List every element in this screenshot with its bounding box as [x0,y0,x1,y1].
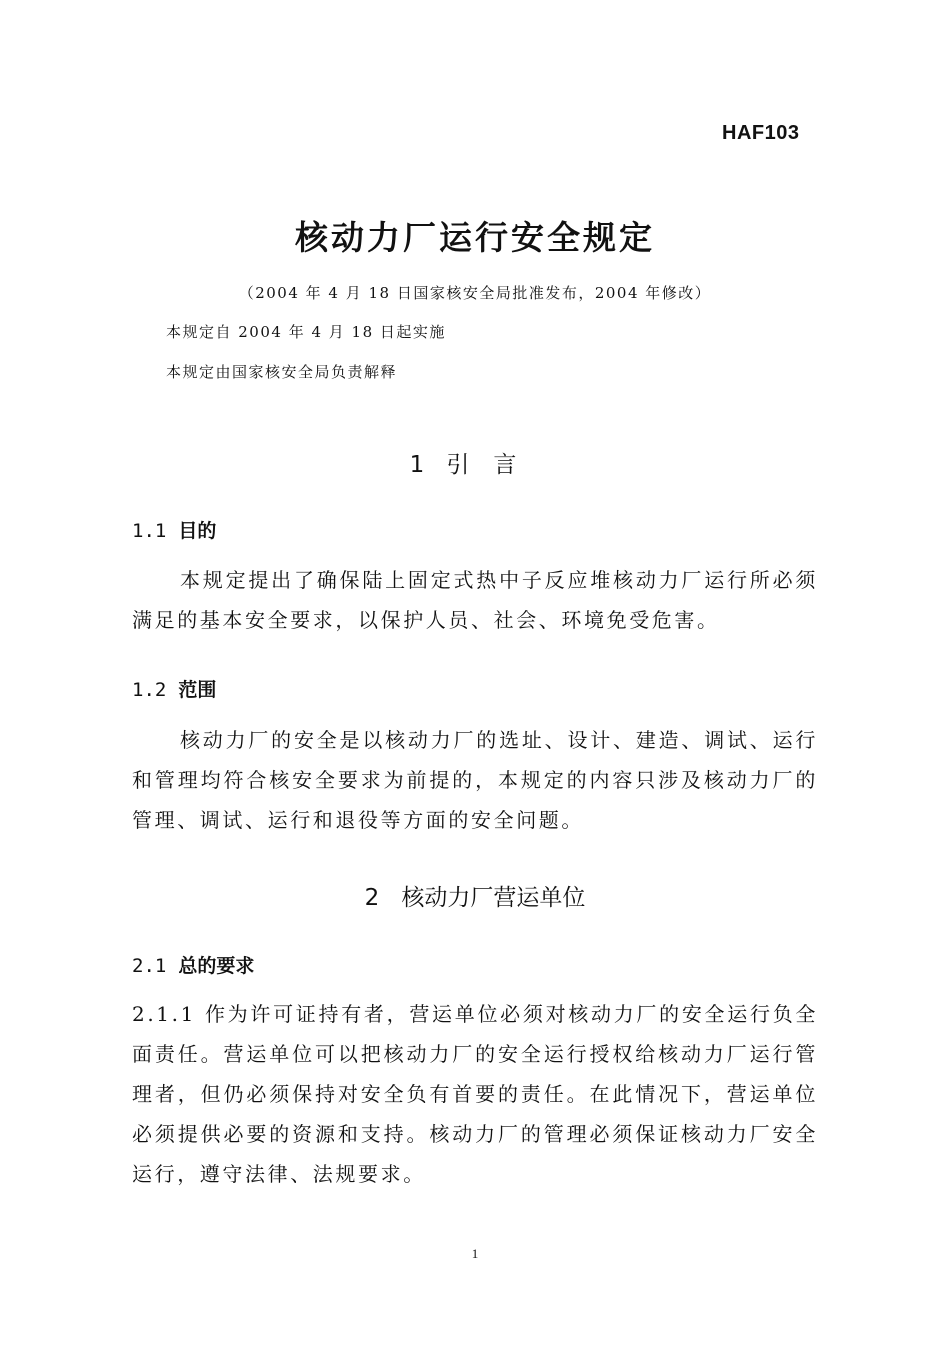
chapter-number: 1 [409,452,425,478]
interpretation-line: 本规定由国家核安全局负责解释 [166,363,398,381]
section-title: 目的 [178,520,217,542]
page-number: 1 [471,1246,479,1261]
section-number: 1.2 [132,679,167,701]
document-code: HAF103 [722,122,800,144]
effective-date-line: 本规定自 2004 年 4 月 18 日起实施 [166,323,446,341]
section-heading [132,675,216,702]
paragraph: 本规定提出了确保陆上固定式热中子反应堆核动力厂运行所必须满足的基本安全要求，以保护人员、社会、环境免受危害。 [132,568,818,632]
section-number: 1.1 [132,520,167,542]
section-title: 范围 [178,679,217,701]
section-number: 2.1 [132,955,167,977]
section-heading [132,516,216,543]
section-title: 总的要求 [178,955,255,977]
chapter-number: 2 [364,885,380,911]
document-title: 核动力厂运行安全规定 [295,218,655,257]
section-heading [132,951,254,978]
paragraph: 核动力厂的安全是以核动力厂的选址、设计、建造、调试、运行和管理均符合核安全要求为前提的，本规定的内容只涉及核动力厂的管理、调试、运行和退役等方面的安全问题。 [132,728,818,832]
chapter-title: 核动力厂营运单位 [401,885,586,911]
paragraph: 2.1.1 作为许可证持有者，营运单位必须对核动力厂的安全运行负全面责任。营运单位可以把核动力厂的安全运行授权给核动力厂运行管理者，但仍必须保持对安全负有首要的责任。在此情况下，营运单位必须提供必要的资源和支持。核动力厂的管理必须保证核动力厂安全运行，遵守法律、法规要求。 [132,1002,818,1186]
issue-note: （2004 年 4 月 18 日国家核安全局批准发布，2004 年修改） [238,284,712,302]
chapter-heading [0,879,950,912]
chapter-title: 引言 [446,452,541,478]
chapter-heading [0,446,950,479]
